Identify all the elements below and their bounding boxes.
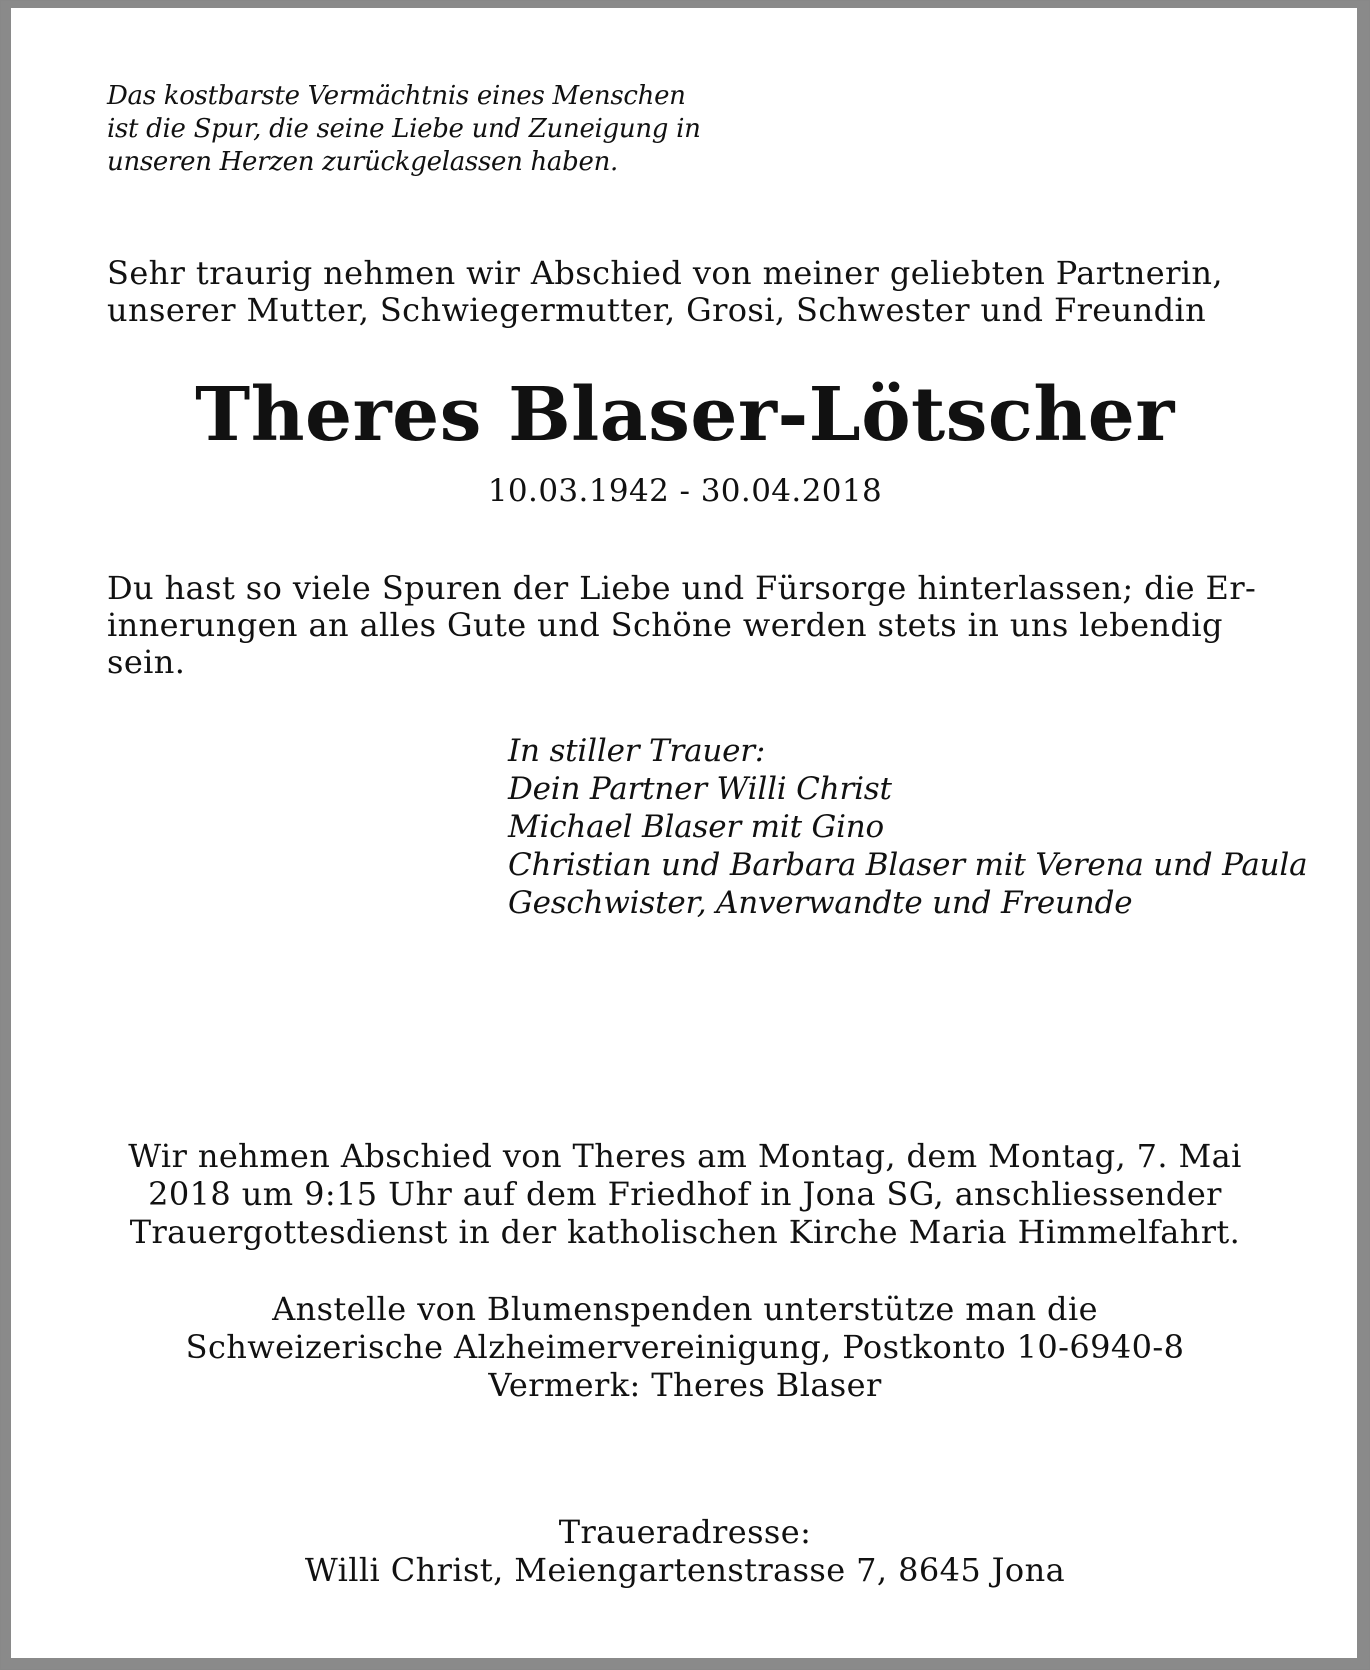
motto-line: unseren Herzen zurückgelassen haben. — [107, 147, 618, 177]
donation-info — [0, 1290, 1370, 1404]
ceremony-line: Trauergottesdienst in der katholischen Kirche Maria Himmelfahrt. — [129, 1213, 1241, 1251]
donation-line: Anstelle von Blumenspenden unterstütze man die — [272, 1290, 1098, 1328]
tribute-line: sein. — [107, 643, 186, 681]
mourner-name: Christian und Barbara Blaser mit Verena und Paula — [508, 847, 1308, 883]
address-label: Traueradresse: — [558, 1513, 812, 1551]
intro-text — [107, 255, 1257, 329]
tribute-line: innerungen an alles Gute und Schöne werden stets in uns lebendig — [107, 606, 1223, 644]
motto-quote — [107, 80, 807, 179]
donation-line: Schweizerische Alzheimervereinigung, Postkonto 10-6940-8 — [185, 1328, 1185, 1366]
mourner-name: Dein Partner Willi Christ — [508, 771, 892, 807]
mourning-address — [0, 1513, 1370, 1589]
tribute-text — [107, 570, 1257, 681]
ceremony-line: Wir nehmen Abschied von Theres am Montag, dem Montag, 7. Mai — [128, 1137, 1242, 1175]
mourners-heading: In stiller Trauer: — [508, 733, 766, 769]
ceremony-line: 2018 um 9:15 Uhr auf dem Friedhof in Jona SG, anschliessender — [148, 1175, 1222, 1213]
intro-line: Sehr traurig nehmen wir Abschied von meiner geliebten Partnerin, — [107, 254, 1223, 292]
motto-line: ist die Spur, die seine Liebe und Zuneigung in — [107, 114, 701, 144]
life-dates: 10.03.1942 - 30.04.2018 — [487, 473, 883, 509]
mourner-name: Geschwister, Anverwandte und Freunde — [508, 885, 1133, 921]
address-value: Willi Christ, Meiengartenstrasse 7, 8645 Jona — [304, 1551, 1066, 1589]
mourners-list — [508, 732, 1348, 922]
motto-line: Das kostbarste Vermächtnis eines Menschen — [107, 81, 686, 111]
mourner-name: Michael Blaser mit Gino — [508, 809, 885, 845]
donation-line: Vermerk: Theres Blaser — [488, 1366, 882, 1404]
deceased-name: Theres Blaser-Lötscher — [195, 372, 1175, 458]
tribute-line: Du hast so viele Spuren der Liebe und Fürsorge hinterlassen; die Er- — [107, 569, 1257, 607]
ceremony-info — [0, 1137, 1370, 1251]
intro-line: unserer Mutter, Schwiegermutter, Grosi, Schwester und Freundin — [107, 291, 1207, 329]
